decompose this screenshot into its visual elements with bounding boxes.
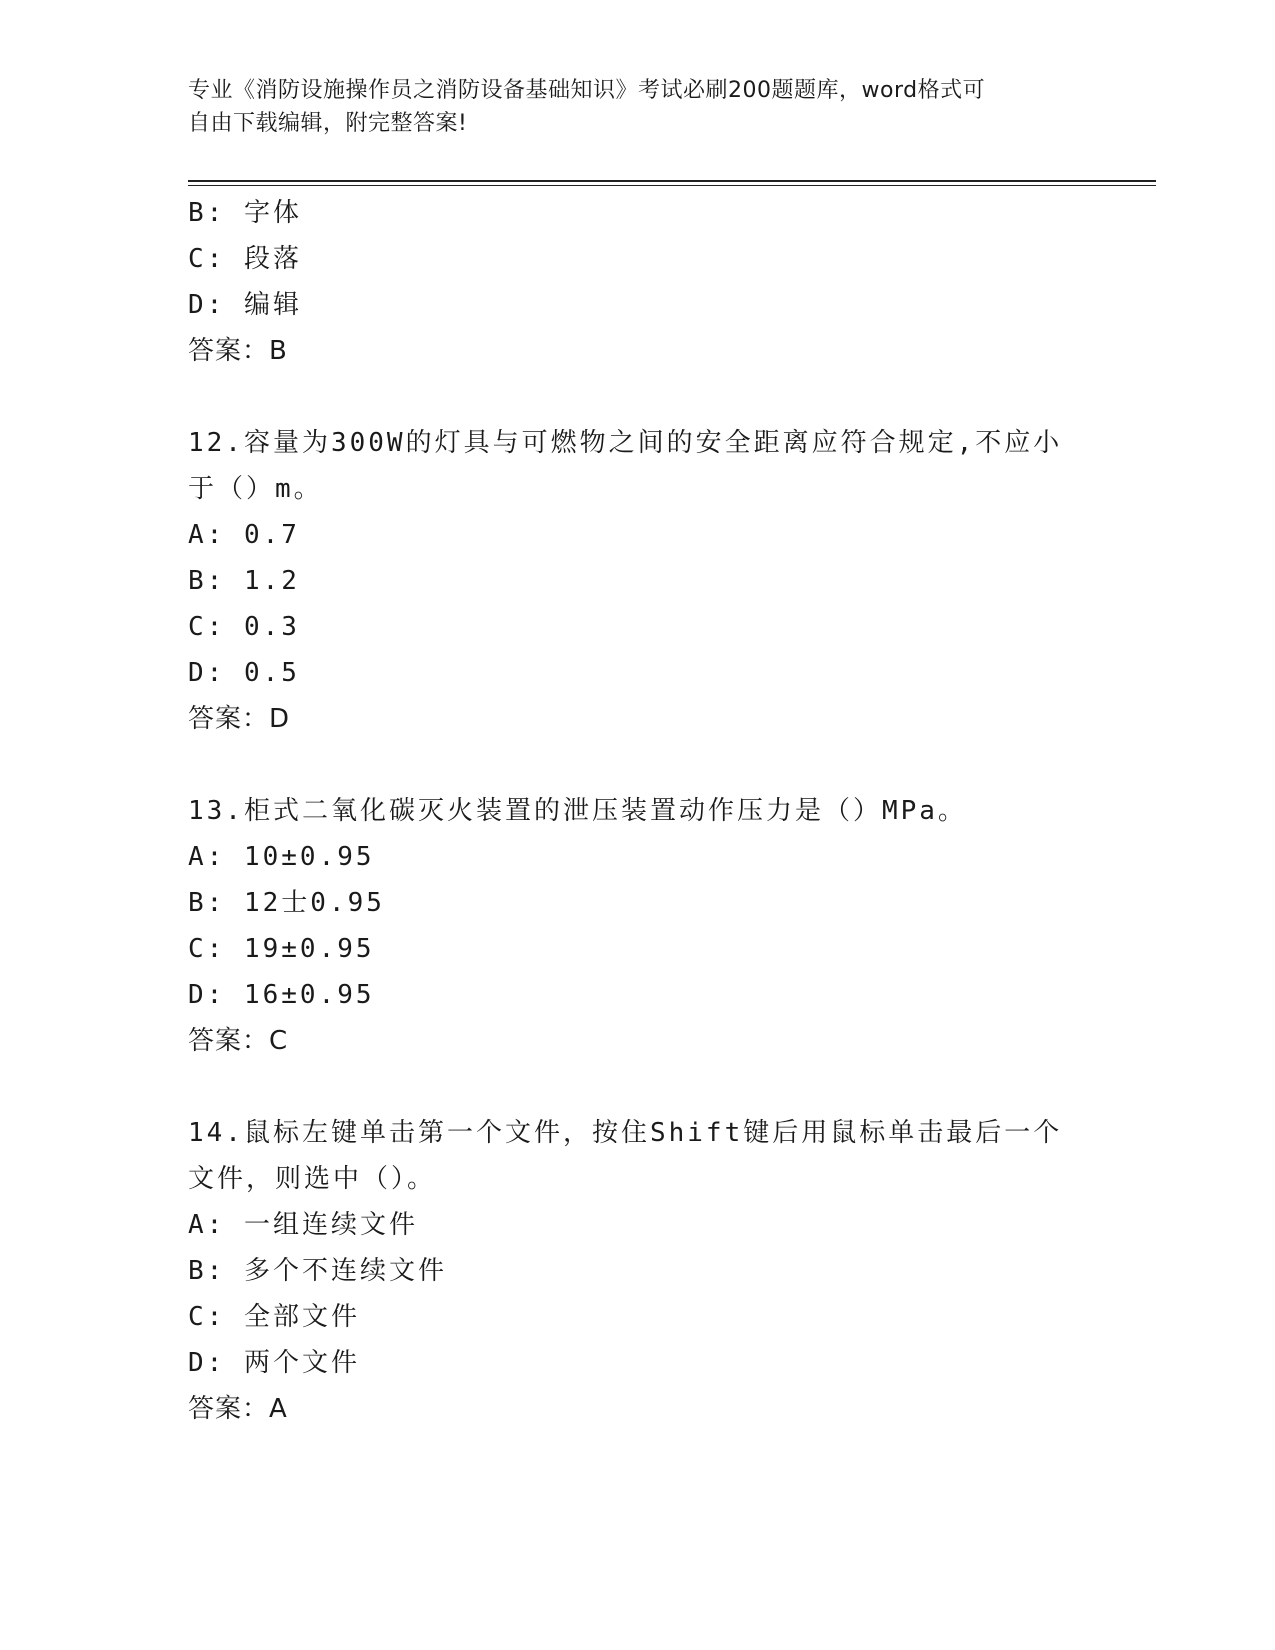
option-row <box>188 604 1088 650</box>
option-label: C: <box>188 612 226 642</box>
option-row <box>188 650 1088 696</box>
option-label: B: <box>188 888 226 918</box>
option-text: 16±0.95 <box>243 980 375 1010</box>
option-text: 10±0.95 <box>243 842 375 872</box>
option-text: 全部文件 <box>243 1302 360 1332</box>
question-stem: 13.柜式二氧化碳灭火装置的泄压装置动作压力是（）MPa。 <box>188 796 967 826</box>
option-label: B: <box>188 1256 226 1286</box>
question-stem: 12.容量为300W的灯具与可燃物之间的安全距离应符合规定,不应小于（）m。 <box>188 428 1063 504</box>
option-label: A: <box>188 1210 226 1240</box>
option-row <box>188 834 1088 880</box>
spacer <box>188 374 1088 420</box>
option-text: 编辑 <box>243 290 302 320</box>
option-label: A: <box>188 520 226 550</box>
option-row <box>188 972 1088 1018</box>
header-rule-thick <box>188 180 1156 182</box>
option-text: 0.7 <box>243 520 300 550</box>
option-text: 1.2 <box>243 566 300 596</box>
document-body <box>188 190 1088 1432</box>
option-row <box>188 926 1088 972</box>
header-line-2: 自由下载编辑，附完整答案! <box>188 111 468 136</box>
option-row <box>188 1202 1088 1248</box>
question-14 <box>188 1110 1088 1432</box>
option-row <box>188 190 1088 236</box>
option-text: 0.3 <box>243 612 300 642</box>
option-row <box>188 1248 1088 1294</box>
option-row <box>188 558 1088 604</box>
question-11-continuation <box>188 190 1088 374</box>
option-label: D: <box>188 980 226 1010</box>
option-row <box>188 1340 1088 1386</box>
option-row <box>188 512 1088 558</box>
option-label: B: <box>188 566 226 596</box>
spacer <box>188 742 1088 788</box>
option-text: 12士0.95 <box>243 888 385 918</box>
spacer <box>188 1064 1088 1110</box>
option-text: 字体 <box>243 198 302 228</box>
option-row <box>188 1294 1088 1340</box>
answer-line: 答案：A <box>188 1394 288 1424</box>
question-stem: 14.鼠标左键单击第一个文件，按住Shift键后用鼠标单击最后一个文件，则选中（）。 <box>188 1118 1063 1194</box>
header-line-1: 专业《消防设施操作员之消防设备基础知识》考试必刷200题题库，word格式可 <box>188 78 986 103</box>
option-label: D: <box>188 290 226 320</box>
option-row <box>188 282 1088 328</box>
option-text: 0.5 <box>243 658 300 688</box>
option-label: D: <box>188 658 226 688</box>
option-text: 多个不连续文件 <box>243 1256 447 1286</box>
answer-line: 答案：D <box>188 704 291 734</box>
question-13 <box>188 788 1088 1064</box>
answer-line: 答案：B <box>188 336 288 366</box>
answer-line: 答案：C <box>188 1026 289 1056</box>
option-label: C: <box>188 244 226 274</box>
option-label: C: <box>188 934 226 964</box>
page-header <box>188 74 1068 140</box>
option-label: B: <box>188 198 226 228</box>
question-12 <box>188 420 1088 742</box>
option-text: 两个文件 <box>243 1348 360 1378</box>
option-row <box>188 880 1088 926</box>
option-text: 段落 <box>243 244 302 274</box>
option-label: C: <box>188 1302 226 1332</box>
option-label: A: <box>188 842 226 872</box>
header-rule-thin <box>188 185 1156 186</box>
option-label: D: <box>188 1348 226 1378</box>
option-text: 19±0.95 <box>243 934 375 964</box>
option-row <box>188 236 1088 282</box>
option-text: 一组连续文件 <box>243 1210 418 1240</box>
